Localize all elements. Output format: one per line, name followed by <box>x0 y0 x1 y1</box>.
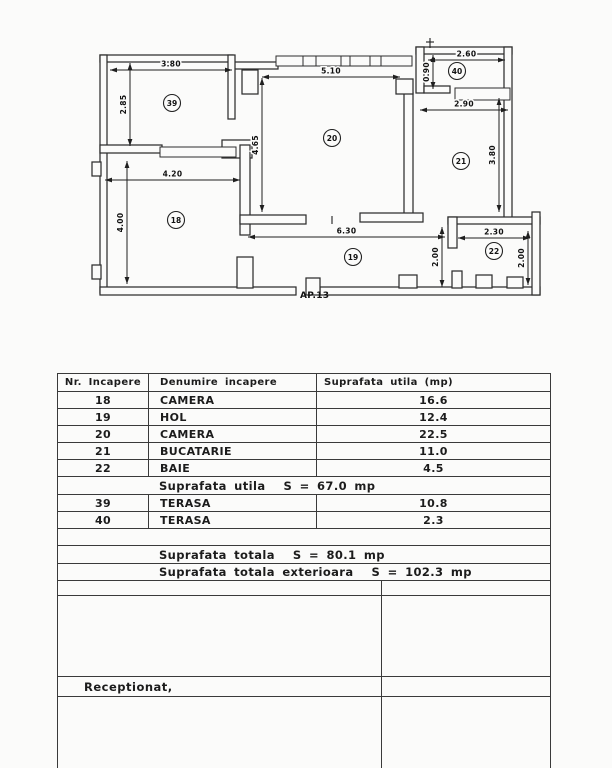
dimension-arrow <box>526 231 531 238</box>
dimension-arrow <box>233 178 240 183</box>
apartment-label: AP.13 <box>300 291 330 301</box>
subtotal-label: Suprafata utila <box>159 478 266 493</box>
areas-table <box>57 373 551 768</box>
dimension-arrow <box>440 227 445 234</box>
header-area: Suprafata utila (mp) <box>324 377 453 388</box>
total-label: Suprafata totala <box>159 547 275 562</box>
dimension-label: 0.90 <box>422 62 431 82</box>
room-nr: 18 <box>58 392 149 408</box>
header-name: Denumire incapere <box>149 374 317 391</box>
header-nr: Nr. Incapere <box>58 374 149 391</box>
dimension-label: 2.60 <box>456 49 477 59</box>
floor-plan <box>0 0 612 345</box>
dimension-arrow <box>440 280 445 287</box>
subtotal-value: S = 67.0 mp <box>283 478 376 493</box>
subtotal-row <box>58 477 550 495</box>
column-divider <box>381 581 382 595</box>
dimension-arrow <box>260 78 265 85</box>
dimension-arrow <box>497 205 502 212</box>
table-header-row <box>58 374 550 392</box>
wall <box>228 55 235 119</box>
empty-row <box>58 596 550 677</box>
room-area: 11.0 <box>419 444 448 458</box>
dimension-label: 4.20 <box>162 169 183 179</box>
dimension-label: 2.00 <box>517 248 526 268</box>
dimension-arrow <box>128 63 133 70</box>
wall <box>396 79 413 94</box>
room-name: CAMERA <box>149 426 317 442</box>
ledge <box>160 147 236 157</box>
room-nr: 22 <box>58 460 149 476</box>
table-row <box>58 392 550 409</box>
room-name: BAIE <box>149 460 317 476</box>
room-number: 18 <box>170 215 182 225</box>
wall <box>100 287 296 295</box>
dimension-arrow <box>125 161 130 168</box>
empty-row <box>58 529 550 546</box>
room-nr: 20 <box>58 426 149 442</box>
room-nr: 39 <box>58 495 149 511</box>
room-nr: 19 <box>58 409 149 425</box>
wall <box>92 265 101 279</box>
column-divider <box>381 596 382 676</box>
wall <box>448 217 457 248</box>
wall <box>233 62 278 69</box>
table-row <box>58 443 550 460</box>
ledge <box>455 88 510 100</box>
dimension-arrow <box>125 277 130 284</box>
dimension-arrow <box>458 236 465 241</box>
room-area: 16.6 <box>419 393 448 407</box>
total-value: S = 80.1 mp <box>292 547 385 562</box>
dimension-label: 2.30 <box>484 227 504 237</box>
total-exterior-row <box>58 564 550 581</box>
room-area: 22.5 <box>419 427 448 441</box>
room-number: 20 <box>326 133 338 143</box>
room-name: HOL <box>149 409 317 425</box>
dimension-label: 2.00 <box>431 247 440 267</box>
room-area: 4.5 <box>423 461 444 475</box>
wall <box>404 93 413 215</box>
table-row <box>58 460 550 477</box>
wall <box>507 277 523 288</box>
reception-label: Receptionat, <box>84 679 173 694</box>
total-exterior-value: S = 102.3 mp <box>371 565 472 579</box>
wall <box>424 86 450 93</box>
wall <box>237 257 253 288</box>
table-row <box>58 512 550 529</box>
dimension-label: 5.10 <box>321 66 341 76</box>
dimension-label: 3.80 <box>488 145 497 165</box>
empty-row <box>58 581 550 596</box>
dimension-arrow <box>420 108 427 113</box>
wall <box>92 162 101 176</box>
window-bar <box>303 56 316 66</box>
wall <box>452 271 462 288</box>
room-area: 10.8 <box>419 496 448 510</box>
dimension-label: 4.65 <box>251 135 260 155</box>
column-divider <box>381 697 382 768</box>
wall <box>360 213 423 222</box>
window-bar <box>370 56 381 66</box>
empty-row <box>58 697 550 768</box>
dimension-label: 2.90 <box>454 99 474 109</box>
room-number: 22 <box>488 246 500 256</box>
wall <box>242 70 258 94</box>
dimension-label: 4.00 <box>116 212 125 233</box>
table-row <box>58 409 550 426</box>
room-nr: 40 <box>58 512 149 528</box>
room-name: TERASA <box>149 495 317 511</box>
wall <box>504 47 512 220</box>
dimension-arrow <box>110 68 117 73</box>
dimension-arrow <box>526 278 531 285</box>
room-number: 39 <box>166 98 178 108</box>
table-row <box>58 495 550 512</box>
room-nr: 21 <box>58 443 149 459</box>
reception-row <box>58 677 550 697</box>
dimension-label: 3.80 <box>161 59 181 69</box>
room-name: BUCATARIE <box>149 443 317 459</box>
wall <box>532 212 540 295</box>
dimension-label: 2.85 <box>119 94 128 115</box>
total-row <box>58 546 550 564</box>
room-number: 40 <box>451 66 463 76</box>
window-bar <box>341 56 350 66</box>
room-name: CAMERA <box>149 392 317 408</box>
wall <box>100 145 162 153</box>
column-divider <box>381 677 382 696</box>
room-number: 19 <box>347 252 359 262</box>
wall <box>240 215 306 224</box>
dimension-arrow <box>262 75 269 80</box>
room-area: 2.3 <box>423 513 444 527</box>
dimension-label: 6.30 <box>336 226 357 236</box>
room-area: 12.4 <box>419 410 448 424</box>
wall <box>448 217 540 224</box>
dimension-arrow <box>260 205 265 212</box>
room-number: 21 <box>455 156 467 166</box>
table-row <box>58 426 550 443</box>
total-exterior-label: Suprafata totala exterioara <box>159 565 354 579</box>
wall <box>399 275 417 288</box>
wall <box>476 275 492 288</box>
room-name: TERASA <box>149 512 317 528</box>
